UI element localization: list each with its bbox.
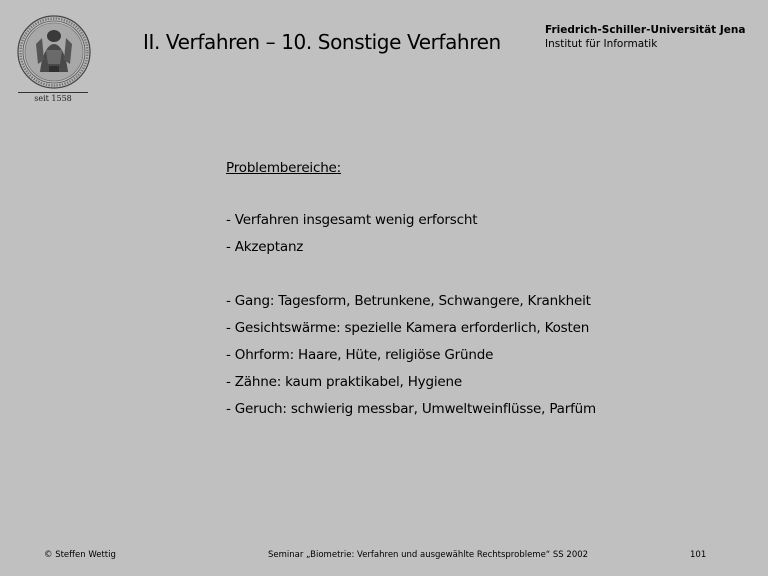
university-seal-logo: [16, 14, 92, 94]
university-name: Friedrich-Schiller-Universität Jena: [545, 24, 746, 36]
list-item: - Zähne: kaum praktikabel, Hygiene: [226, 374, 462, 390]
problem-list-methods: [226, 291, 596, 426]
seal-divider: [18, 92, 88, 93]
list-item: - Geruch: schwierig messbar, Umweltweinflüsse, Parfüm: [226, 401, 596, 417]
list-item: - Ohrform: Haare, Hüte, religiöse Gründe: [226, 347, 494, 363]
slide-title: II. Verfahren – 10. Sonstige Verfahren: [143, 30, 501, 54]
list-item: - Gang: Tagesform, Betrunkene, Schwangere, Krankheit: [226, 293, 591, 309]
seal-caption: seit 1558: [34, 94, 72, 103]
footer-seminar: Seminar „Biometrie: Verfahren und ausgewählte Rechtsprobleme“ SS 2002: [268, 550, 589, 560]
footer-author: © Steffen Wettig: [44, 550, 116, 560]
list-item: - Verfahren insgesamt wenig erforscht: [226, 212, 478, 228]
list-item: - Akzeptanz: [226, 239, 304, 255]
problem-list-general: [226, 210, 596, 264]
institute-name: Institut für Informatik: [545, 38, 658, 50]
footer-page-number: 101: [690, 550, 707, 560]
university-block: [545, 23, 745, 51]
content-heading: Problembereiche:: [226, 160, 342, 176]
list-item: - Gesichtswärme: spezielle Kamera erforderlich, Kosten: [226, 320, 590, 336]
slide-content: [226, 158, 596, 426]
